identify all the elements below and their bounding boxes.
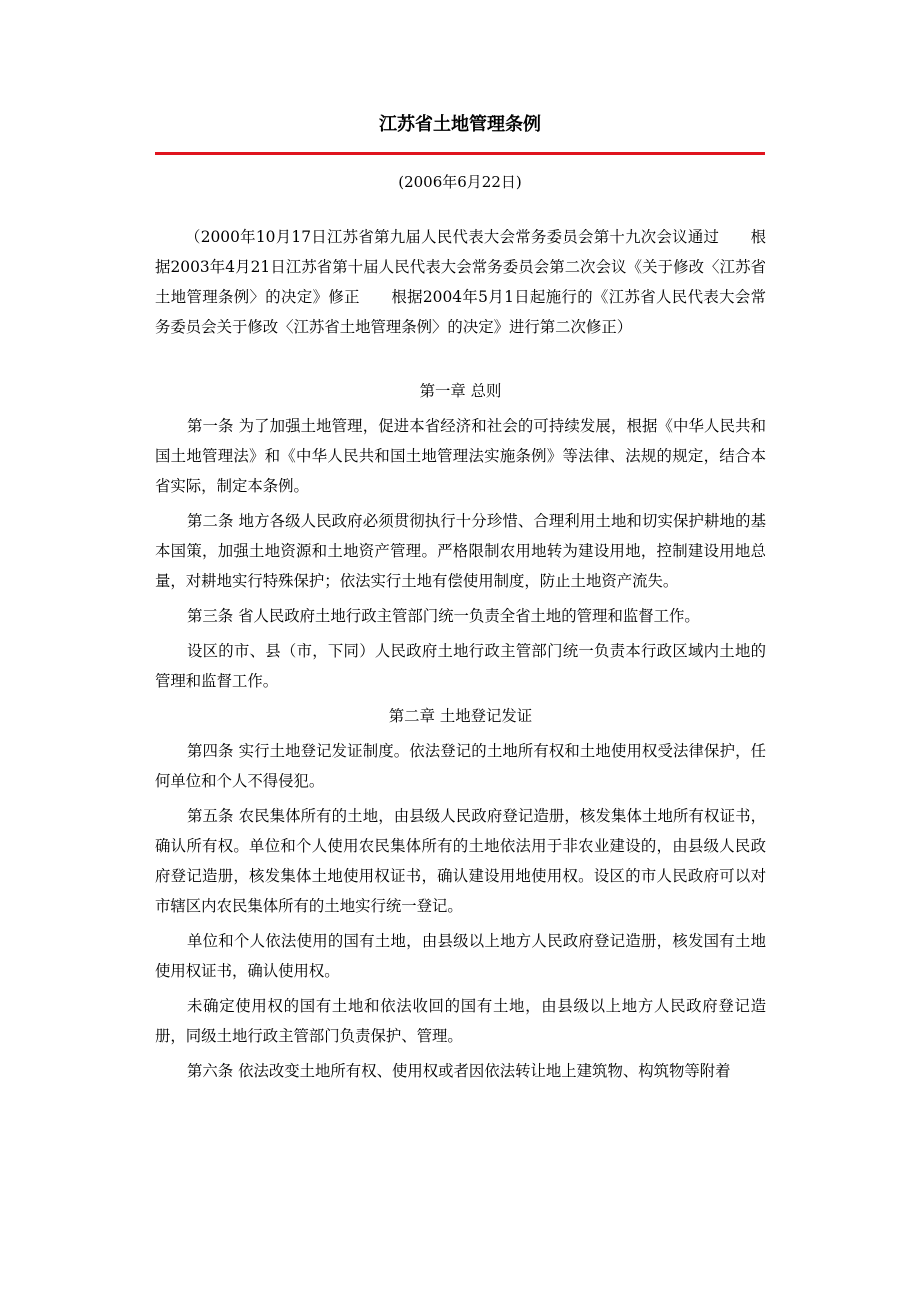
document-body xyxy=(155,222,766,1091)
article-2: 第二条 地方各级人民政府必须贯彻执行十分珍惜、合理利用土地和切实保护耕地的基本国策，加强土地资源和土地资产管理。严格限制农用地转为建设用地，控制建设用地总量，对耕地实行特殊保护；依法实行土地有偿使用制度，防止土地资产流失。 xyxy=(155,512,766,590)
preamble-paragraph: （2000年10月17日江苏省第九届人民代表大会常务委员会第十九次会议通过 根据2003年4月21日江苏省第十届人民代表大会常务委员会第二次会议《关于修改〈江苏省土地管理条例〉的决定》修正 根据2004年5月1日起施行的《江苏省人民代表大会常务委员会关于修改〈江苏省土地管理条例〉的决定》进行第二次修正） xyxy=(155,228,766,336)
article-5: 第五条 农民集体所有的土地，由县级人民政府登记造册，核发集体土地所有权证书，确认所有权。单位和个人使用农民集体所有的土地依法用于非农业建设的，由县级人民政府登记造册，核发集体土地使用权证书，确认建设用地使用权。设区的市人民政府可以对市辖区内农民集体所有的土地实行统一登记。 xyxy=(155,807,766,915)
article-3: 第三条 省人民政府土地行政主管部门统一负责全省土地的管理和监督工作。 xyxy=(187,607,700,625)
article-4: 第四条 实行土地登记发证制度。依法登记的土地所有权和土地使用权受法律保护，任何单位和个人不得侵犯。 xyxy=(155,742,766,790)
chapter-heading-2: 第二章 土地登记发证 xyxy=(388,707,533,725)
article-1: 第一条 为了加强土地管理，促进本省经济和社会的可持续发展，根据《中华人民共和国土地管理法》和《中华人民共和国土地管理法实施条例》等法律、法规的规定，结合本省实际，制定本条例。 xyxy=(155,417,766,495)
chapter-heading-1: 第一章 总则 xyxy=(419,382,502,400)
article-5-paragraph-2: 单位和个人依法使用的国有土地，由县级以上地方人民政府登记造册，核发国有土地使用权证书，确认使用权。 xyxy=(155,932,766,980)
article-3-paragraph-2: 设区的市、县（市，下同）人民政府土地行政主管部门统一负责本行政区域内土地的管理和监督工作。 xyxy=(155,642,766,690)
document-date: (2006年6月22日) xyxy=(398,173,522,191)
document-title: 江苏省土地管理条例 xyxy=(379,114,541,135)
title-divider xyxy=(155,152,765,155)
article-5-paragraph-3: 未确定使用权的国有土地和依法收回的国有土地，由县级以上地方人民政府登记造册，同级土地行政主管部门负责保护、管理。 xyxy=(155,997,766,1045)
article-6: 第六条 依法改变土地所有权、使用权或者因依法转让地上建筑物、构筑物等附着 xyxy=(187,1062,731,1080)
